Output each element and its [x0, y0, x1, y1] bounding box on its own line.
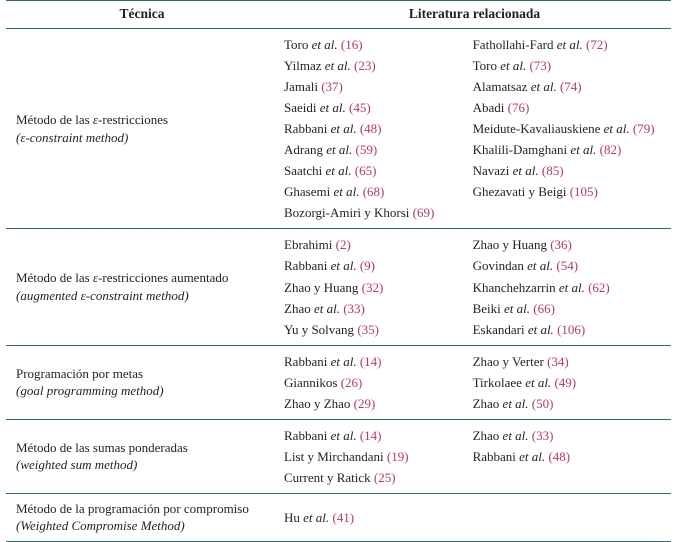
technique-cell — [6, 419, 278, 493]
list-item — [284, 319, 463, 340]
citation-author: Yu y Solvang — [284, 322, 354, 337]
citation-author: Toro et al. — [473, 58, 527, 73]
literature-column-right — [463, 234, 671, 339]
citation-ref: (106) — [557, 322, 585, 337]
citation-author: Yilmaz et al. — [284, 58, 351, 73]
list-item — [284, 467, 463, 488]
technique-name: Método de las sumas ponderadas — [16, 440, 188, 455]
table-head — [6, 1, 671, 29]
list-item — [284, 298, 463, 319]
citation-author: Eskandari et al. — [473, 322, 554, 337]
techniques-literature-table — [6, 0, 671, 542]
citation-ref: (74) — [560, 79, 582, 94]
citation-author: Rabbani et al. — [284, 121, 357, 136]
table-row — [6, 345, 671, 419]
list-item — [473, 446, 671, 467]
citation-author: Saeidi et al. — [284, 100, 346, 115]
technique-name-english: (ε-constraint method) — [16, 129, 270, 147]
technique-cell — [6, 345, 278, 419]
citation-ref: (50) — [532, 396, 554, 411]
list-item — [284, 507, 463, 528]
technique-name-english: (goal programming method) — [16, 382, 270, 400]
citation-ref: (34) — [547, 354, 569, 369]
literature-column-left — [278, 234, 463, 339]
citation-author: Zhao y Huang — [473, 237, 547, 252]
list-item — [473, 234, 671, 255]
list-item — [473, 255, 671, 276]
technique-name: Método de las ε-restricciones — [16, 112, 168, 127]
citation-ref: (73) — [529, 58, 551, 73]
citation-author: Navazi et al. — [473, 163, 539, 178]
table-row — [6, 493, 671, 541]
citation-ref: (79) — [633, 121, 655, 136]
technique-cell — [6, 229, 278, 345]
list-item — [473, 425, 671, 446]
technique-cell — [6, 29, 278, 229]
table-row — [6, 419, 671, 493]
technique-cell — [6, 493, 278, 541]
list-item — [473, 319, 671, 340]
literature-column-right — [463, 351, 671, 414]
citation-ref: (32) — [362, 280, 384, 295]
citation-author: Rabbani et al. — [473, 449, 546, 464]
citation-author: Hu et al. — [284, 510, 329, 525]
list-item — [284, 255, 463, 276]
citation-author: Zhao et al. — [473, 396, 529, 411]
citation-ref: (23) — [354, 58, 376, 73]
list-item — [284, 393, 463, 414]
list-item — [284, 160, 463, 181]
citation-author: Meidute-Kavaliauskiene et al. — [473, 121, 630, 136]
citation-author: Rabbani et al. — [284, 258, 357, 273]
list-item — [284, 181, 463, 202]
list-item — [284, 76, 463, 97]
list-item — [473, 76, 671, 97]
technique-name: Método de las ε-restricciones aumentado — [16, 270, 228, 285]
citation-ref: (76) — [508, 100, 530, 115]
list-item — [473, 351, 671, 372]
citation-ref: (36) — [550, 237, 572, 252]
list-item — [284, 425, 463, 446]
literature-cell — [278, 493, 671, 541]
citation-author: Tirkolaee et al. — [473, 375, 552, 390]
citation-author: Adrang et al. — [284, 142, 352, 157]
literature-cell — [278, 345, 671, 419]
table-row — [6, 29, 671, 229]
technique-name-english: (Weighted Compromise Method) — [16, 517, 270, 535]
list-item — [473, 298, 671, 319]
literature-column-left — [278, 351, 463, 414]
citation-ref: (105) — [570, 184, 598, 199]
citation-ref: (72) — [586, 37, 608, 52]
citation-ref: (25) — [374, 470, 396, 485]
citation-author: Beiki et al. — [473, 301, 530, 316]
citation-author: Giannikos — [284, 375, 337, 390]
citation-ref: (16) — [341, 37, 363, 52]
list-item — [284, 118, 463, 139]
citation-author: Alamatsaz et al. — [473, 79, 557, 94]
list-item — [473, 181, 671, 202]
citation-ref: (66) — [533, 301, 555, 316]
list-item — [473, 160, 671, 181]
table-header-row — [6, 1, 671, 29]
list-item — [284, 202, 463, 223]
list-item — [473, 34, 671, 55]
citation-ref: (33) — [343, 301, 365, 316]
citation-ref: (62) — [588, 280, 610, 295]
citation-author: Rabbani et al. — [284, 354, 357, 369]
citation-author: List y Mirchandani — [284, 449, 384, 464]
citation-author: Toro et al. — [284, 37, 338, 52]
citation-ref: (54) — [556, 258, 578, 273]
list-item — [284, 446, 463, 467]
citation-ref: (82) — [600, 142, 622, 157]
header-tecnica: Técnica — [6, 1, 278, 29]
citation-ref: (19) — [387, 449, 409, 464]
citation-ref: (69) — [413, 205, 435, 220]
table-body — [6, 29, 671, 542]
citation-ref: (9) — [360, 258, 375, 273]
table-row — [6, 229, 671, 345]
literature-cell — [278, 419, 671, 493]
list-item — [284, 97, 463, 118]
citation-ref: (29) — [354, 396, 376, 411]
literature-column-right — [463, 425, 671, 467]
list-item — [284, 55, 463, 76]
citation-author: Zhao et al. — [473, 428, 529, 443]
list-item — [473, 139, 671, 160]
technique-name: Programación por metas — [16, 366, 143, 381]
citation-ref: (45) — [349, 100, 371, 115]
technique-name-english: (augmented ε-constraint method) — [16, 287, 270, 305]
citation-ref: (37) — [321, 79, 343, 94]
list-item — [284, 277, 463, 298]
list-item — [284, 234, 463, 255]
citation-author: Zhao y Verter — [473, 354, 544, 369]
literature-column-left — [278, 507, 463, 528]
citation-author: Bozorgi-Amiri y Khorsi — [284, 205, 409, 220]
list-item — [284, 351, 463, 372]
citation-ref: (59) — [356, 142, 378, 157]
citation-author: Zhao y Zhao — [284, 396, 350, 411]
citation-ref: (85) — [542, 163, 564, 178]
literature-column-right — [463, 34, 671, 202]
list-item — [284, 34, 463, 55]
list-item — [284, 139, 463, 160]
citation-ref: (48) — [548, 449, 570, 464]
citation-ref: (26) — [341, 375, 363, 390]
citation-author: Zhao et al. — [284, 301, 340, 316]
citation-author: Govindan et al. — [473, 258, 554, 273]
technique-name-english: (weighted sum method) — [16, 456, 270, 474]
citation-ref: (48) — [360, 121, 382, 136]
citation-author: Fathollahi-Fard et al. — [473, 37, 583, 52]
citation-ref: (33) — [532, 428, 554, 443]
citation-author: Ebrahimi — [284, 237, 332, 252]
list-item — [473, 118, 671, 139]
literature-cell — [278, 229, 671, 345]
citation-ref: (65) — [355, 163, 377, 178]
list-item — [473, 393, 671, 414]
literature-cell — [278, 29, 671, 229]
citation-ref: (2) — [336, 237, 351, 252]
technique-name: Método de la programación por compromiso — [16, 501, 249, 516]
citation-author: Khanchehzarrin et al. — [473, 280, 585, 295]
citation-ref: (14) — [360, 428, 382, 443]
citation-author: Current y Ratick — [284, 470, 371, 485]
citation-author: Zhao y Huang — [284, 280, 358, 295]
literature-column-left — [278, 425, 463, 488]
citation-author: Ghezavati y Beigi — [473, 184, 567, 199]
citation-author: Saatchi et al. — [284, 163, 352, 178]
citation-ref: (41) — [332, 510, 354, 525]
header-literatura: Literatura relacionada — [278, 1, 671, 29]
citation-author: Abadi — [473, 100, 505, 115]
list-item — [284, 372, 463, 393]
citation-ref: (14) — [360, 354, 382, 369]
citation-author: Khalili-Damghani et al. — [473, 142, 597, 157]
citation-author: Jamali — [284, 79, 318, 94]
citation-author: Rabbani et al. — [284, 428, 357, 443]
literature-column-left — [278, 34, 463, 223]
list-item — [473, 277, 671, 298]
citation-ref: (49) — [554, 375, 576, 390]
list-item — [473, 97, 671, 118]
citation-ref: (68) — [363, 184, 385, 199]
list-item — [473, 372, 671, 393]
citation-author: Ghasemi et al. — [284, 184, 359, 199]
citation-ref: (35) — [357, 322, 379, 337]
list-item — [473, 55, 671, 76]
